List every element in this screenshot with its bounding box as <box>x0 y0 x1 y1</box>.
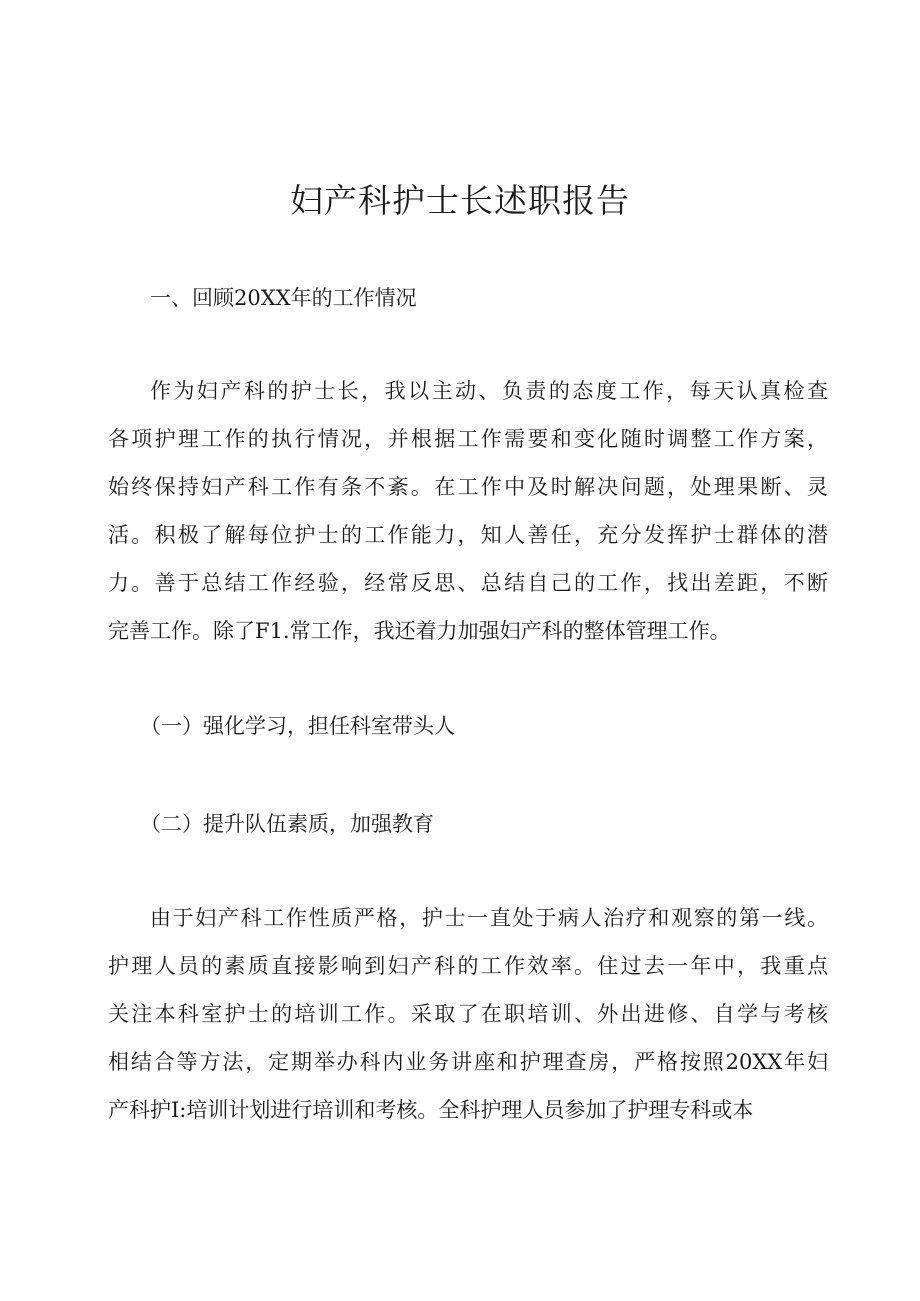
paragraph-line: 始终保持妇产科工作有条不紊。在工作中及时解决问题，处理果断、灵 <box>108 475 828 499</box>
paragraph-line: 相结合等方法，定期举办科内业务讲座和护理查房，严格按照20XX年妇 <box>108 1050 828 1074</box>
paragraph-line: 产科护I:培训计划进行培训和考核。全科护理人员参加了护理专科或本 <box>108 1098 754 1122</box>
paragraph-line: 由于妇产科工作性质严格，护士一直处于病人治疗和观察的第一线。 <box>150 906 828 930</box>
paragraph-line: 力。善于总结工作经验，经常反思、总结自己的工作，找出差距，不断 <box>108 571 828 595</box>
paragraph-line: 作为妇产科的护士长，我以主动、负责的态度工作，每天认真检查 <box>150 379 828 403</box>
paragraph-line: 各项护理工作的执行情况，并根据工作需要和变化随时调整工作方案， <box>108 427 828 451</box>
subheading-1: （一）强化学习，担任科室带头人 <box>140 714 455 738</box>
subheading-2: （二）提升队伍素质，加强教育 <box>140 812 434 836</box>
paragraph-line: 关注本科室护士的培训工作。采取了在职培训、外出进修、自学与考核 <box>108 1002 828 1026</box>
paragraph-2 <box>108 894 828 1134</box>
paragraph-1 <box>108 367 828 655</box>
section-heading: 一、回顾20XX年的工作情况 <box>150 286 417 310</box>
paragraph-line: 活。积极了解每位护士的工作能力，知人善任，充分发挥护士群体的潜 <box>108 523 828 547</box>
document-title: 妇产科护士长述职报告 <box>290 181 630 220</box>
paragraph-line: 护理人员的素质直接影响到妇产科的工作效率。住过去一年中，我重点 <box>108 954 828 978</box>
paragraph-line: 完善工作。除了F1.常工作，我还着力加强妇产科的整体管理工作。 <box>108 619 731 643</box>
